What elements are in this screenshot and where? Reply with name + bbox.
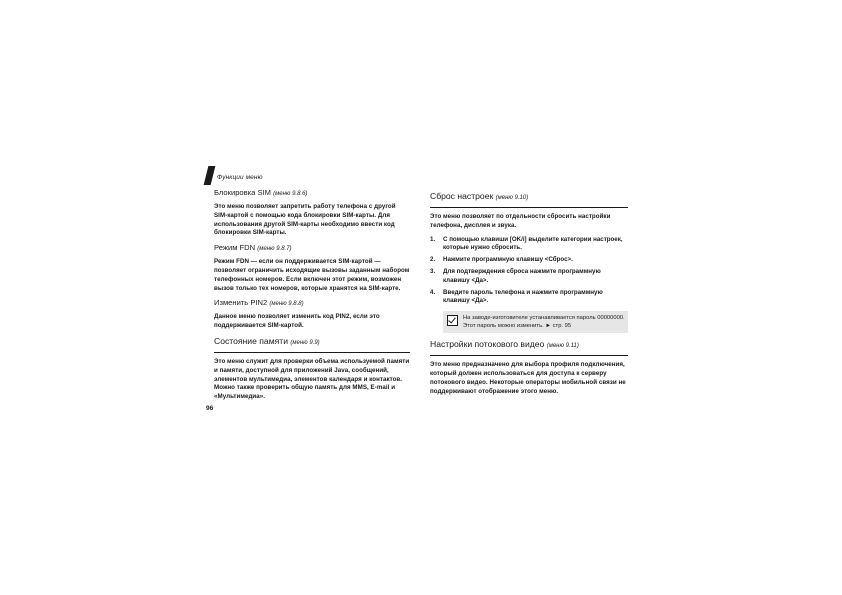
pin2-paragraph: Данное меню позволяет изменить код PIN2, если это поддерживается SIM-картой.: [214, 313, 380, 330]
step-number: 1.: [430, 235, 436, 243]
left-column: [214, 186, 410, 407]
reset-settings-intro: Это меню позволяет по отдельности сбросить настройки телефона, дисплея и звука.: [430, 213, 611, 229]
section-marker: [204, 166, 216, 185]
fdn-paragraph: Режим FDN — если он поддерживается SIM-картой — позволяет ограничить исходящие вызовы заданным набором телефонных номеров. Если включен этот режим, возможен вызов только тех номеров, которые хранятся на SIM-карте.: [214, 258, 410, 292]
memory-status-paragraph: Это меню служит для проверки объема используемой памяти и памяти, доступной для приложений Java, сообщений, элементов мультимедиа, элементов календаря и контактов. Можно также проверить общую память для MMS, E-mail и «Мультимедиа».: [214, 357, 410, 401]
pin2-menu-ref: (меню 9.8.8): [269, 301, 304, 308]
reset-steps-list: [430, 236, 628, 307]
sim-lock-paragraph: Это меню позволяет запретить работу телефона с другой SIM-картой с помощью кода блокировки SIM-карты. Для использования другой SIM-карты необходимо ввести код блокировки SIM-карты.: [214, 203, 396, 237]
step-text: Для подтверждения сброса нажмите программную клавишу <Да>.: [443, 267, 601, 284]
fdn-menu-ref: (меню 9.8.7): [257, 246, 292, 253]
password-note: [443, 311, 628, 333]
step-text: С помощью клавиши [OK/i] выделите категории настроек, которые нужно сбросить.: [443, 235, 623, 252]
sim-lock-block: [214, 188, 410, 238]
sim-lock-title: [214, 188, 410, 199]
list-item: [430, 256, 628, 265]
step-number: 4.: [430, 288, 436, 296]
right-column: [430, 186, 628, 401]
streaming-settings-section: [430, 339, 628, 396]
step-text: Введите пароль телефона и нажмите программную клавишу <Да>.: [443, 288, 603, 305]
sim-lock-title-text: Блокировка SIM: [214, 188, 272, 197]
pin2-title: [214, 298, 410, 309]
reset-settings-title: [430, 191, 628, 208]
reset-settings-section: [430, 191, 628, 333]
streaming-settings-paragraph: Это меню предназначено для выбора профиля подключения, который должен использоваться для доступа к серверу потокового видео. Некоторые операторы мобильной связи не поддерживают отображение этого меню.: [430, 361, 626, 395]
reset-settings-title-text: Сброс настроек: [430, 191, 494, 201]
list-item: [430, 236, 628, 254]
note-text: На заводе-изготовителе устанавливается пароль 00000000. Этот пароль можно изменить. ► стр. 95: [463, 315, 625, 330]
pin2-block: [214, 298, 410, 331]
fdn-block: [214, 243, 410, 293]
step-number: 3.: [430, 267, 436, 275]
step-text: Нажмите программную клавишу <Сброс>.: [443, 256, 573, 264]
sim-lock-menu-ref: (меню 9.8.6): [273, 191, 308, 197]
running-header: Функции меню: [217, 174, 263, 181]
fdn-title: [214, 243, 410, 254]
step-number: 2.: [430, 256, 436, 264]
memory-status-section: [214, 336, 410, 402]
page-number: 96: [206, 405, 214, 412]
pin2-title-text: Изменить PIN2: [214, 298, 268, 308]
fdn-title-text: Режим FDN: [214, 243, 256, 253]
streaming-settings-menu-ref: (меню 9.11): [546, 343, 579, 350]
list-item: [430, 289, 628, 307]
reset-settings-menu-ref: (меню 9.10): [495, 195, 529, 201]
streaming-settings-title-text: Настройки потокового видео: [430, 339, 545, 350]
memory-status-title: [214, 336, 410, 353]
streaming-settings-title: [430, 339, 628, 356]
memory-status-title-text: Состояние памяти: [214, 335, 288, 346]
list-item: [430, 268, 628, 286]
checkmark-note-icon: [447, 315, 458, 326]
memory-status-menu-ref: (меню 9.9): [290, 339, 320, 346]
